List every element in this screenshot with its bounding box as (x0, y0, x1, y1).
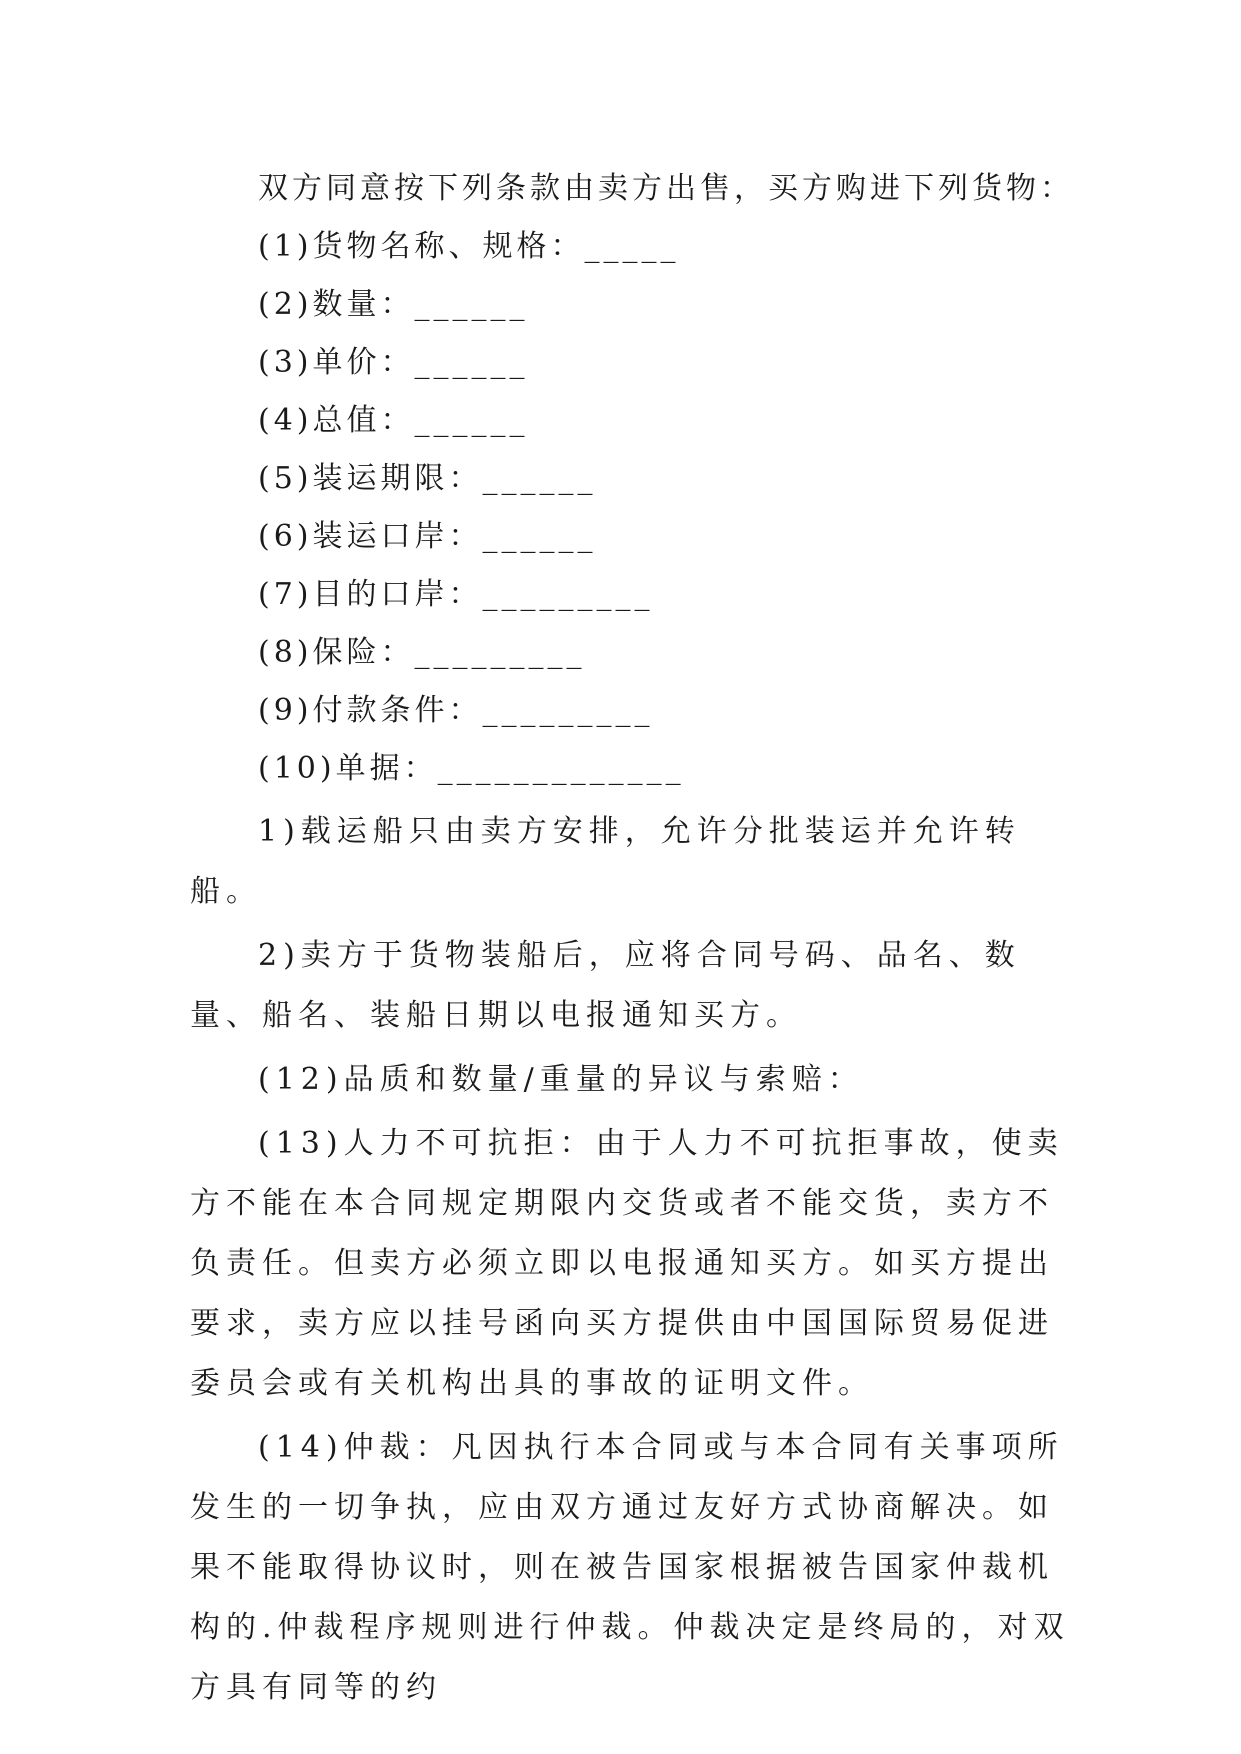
intro-paragraph: 双方同意按下列条款由卖方出售，买方购进下列货物： (258, 171, 1074, 206)
contract-body (190, 160, 1074, 1718)
item-shipment-period: (5)装运期限：______ (258, 461, 597, 496)
shipping-clause-2: 2)卖方于货物装船后，应将合同号码、品名、数量、船名、装船日期以电报通知买方。 (190, 938, 1021, 1033)
quality-claims-clause: (12)品质和数量/重量的异议与索赔： (258, 1062, 864, 1097)
force-majeure-clause: (13)人力不可抗拒：由于人力不可抗拒事故，使卖方不能在本合同规定期限内交货或者不能交货，卖方不负责任。但卖方必须立即以电报通知买方。如买方提出要求，卖方应以挂号函向买方提供由中国国际贸易促进委员会或有关机构出具的事故的证明文件。 (190, 1126, 1064, 1401)
item-goods-name: (1)货物名称、规格：_____ (258, 229, 680, 264)
item-loading-port: (6)装运口岸：______ (258, 519, 597, 554)
item-total-value: (4)总值：______ (258, 403, 529, 438)
arbitration-clause: (14)仲裁：凡因执行本合同或与本合同有关事项所发生的一切争执，应由双方通过友好方式协商解决。如果不能取得协议时，则在被告国家根据被告国家仲裁机构的.仲裁程序规则进行仲裁。仲裁决定是终局的，对双方具有同等的约 (190, 1430, 1070, 1705)
shipping-clause-1: 1)载运船只由卖方安排，允许分批装运并允许转船。 (190, 814, 1021, 909)
item-destination-port: (7)目的口岸：_________ (258, 577, 654, 612)
item-payment-terms: (9)付款条件：_________ (258, 693, 654, 728)
item-quantity: (2)数量：______ (258, 287, 529, 322)
item-unit-price: (3)单价：______ (258, 345, 529, 380)
item-documents: (10)单据：_____________ (258, 751, 685, 786)
item-insurance: (8)保险：_________ (258, 635, 586, 670)
